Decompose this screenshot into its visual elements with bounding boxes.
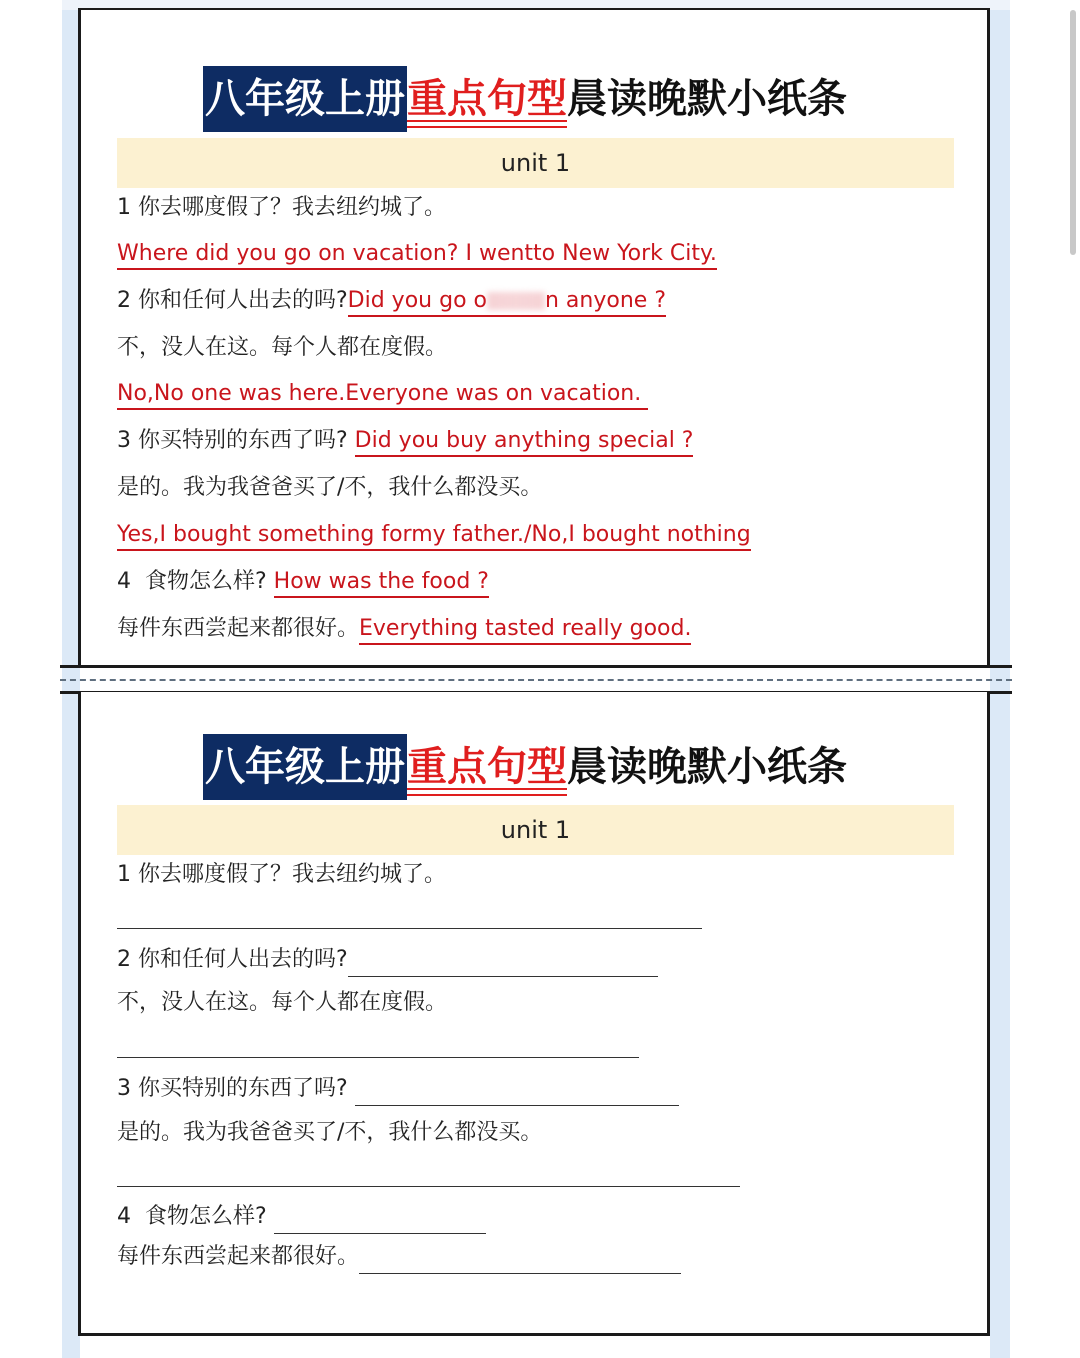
q2-english	[348, 287, 666, 317]
q1-chinese: 1 你去哪度假了？我去纽约城了。	[117, 195, 446, 220]
q3-english: Did you buy anything special ?	[355, 427, 694, 457]
q4-line	[117, 1200, 486, 1234]
scrollbar-thumb[interactable]	[1070, 10, 1076, 255]
q2-reply-answer	[117, 377, 648, 411]
practice-sheet-title	[203, 734, 847, 800]
q4-reply-chinese: 每件东西尝起来都很好。	[117, 616, 360, 641]
q4-reply-english: Everything tasted really good.	[359, 615, 691, 645]
q2-reply-chinese: 不，没人在这。每个人都在度假。	[117, 990, 448, 1015]
q3-chinese: 3 你买特别的东西了吗?	[117, 1076, 355, 1101]
answer-sheet-title	[203, 66, 847, 132]
blurred-word	[487, 292, 545, 310]
q1-chinese: 1 你去哪度假了？我去纽约城了。	[117, 862, 446, 887]
unit-header: unit 1	[117, 138, 954, 188]
q3-blank[interactable]	[355, 1079, 679, 1106]
cut-line-top	[60, 665, 1012, 668]
q3-reply-blank[interactable]	[117, 1186, 740, 1187]
q4-reply-chinese: 每件东西尝起来都很好。	[117, 1244, 360, 1269]
q2-line	[117, 943, 658, 977]
q2-chinese: 2 你和任何人出去的吗?	[117, 947, 348, 972]
q3-chinese: 3 你买特别的东西了吗?	[117, 428, 355, 453]
q3-reply-answer	[117, 518, 751, 552]
q3-line	[117, 1072, 679, 1106]
q1-blank[interactable]	[117, 928, 702, 929]
title-part-key-sentences: 重点句型	[407, 66, 567, 132]
q3-reply-chinese: 是的。我为我爸爸买了/不，我什么都没买。	[117, 1120, 543, 1145]
q4-blank[interactable]	[274, 1207, 486, 1234]
q2-english-end: n anyone ?	[545, 288, 666, 313]
q2-reply-blank[interactable]	[117, 1057, 639, 1058]
q2-line	[117, 284, 666, 318]
title-part-reading-note: 晨读晚默小纸条	[567, 744, 847, 790]
q2-english-mid: o	[473, 288, 487, 313]
q4-reply-blank[interactable]	[359, 1247, 681, 1274]
q2-reply-chinese: 不，没人在这。每个人都在度假。	[117, 335, 448, 360]
cut-dashed-line	[60, 679, 1012, 681]
q3-reply-chinese: 是的。我为我爸爸买了/不，我什么都没买。	[117, 475, 543, 500]
q4-chinese: 4 食物怎么样?	[117, 1204, 274, 1229]
q1-english: Where did you go on vacation? I wentto New York City.	[117, 240, 717, 270]
q2-blank[interactable]	[348, 950, 658, 977]
right-margin-band	[990, 10, 1010, 1358]
q2-english-start: Did you go	[347, 288, 474, 313]
q1-answer	[117, 237, 717, 271]
title-part-grade: 八年级上册	[203, 734, 407, 800]
q4-line	[117, 565, 489, 599]
q4-chinese: 4 食物怎么样?	[117, 569, 274, 594]
q4-reply-line	[117, 1240, 681, 1274]
title-part-reading-note: 晨读晚默小纸条	[567, 76, 847, 122]
title-part-key-sentences: 重点句型	[407, 734, 567, 800]
q3-reply-english: Yes,I bought something formy father./No,I bought nothing	[117, 521, 751, 551]
q2-chinese: 2 你和任何人出去的吗?	[117, 288, 348, 313]
title-part-grade: 八年级上册	[203, 66, 407, 132]
q3-line	[117, 424, 693, 458]
q2-reply-english: No,No one was here.Everyone was on vacation.	[117, 380, 648, 410]
q4-english: How was the food ?	[274, 568, 489, 598]
q4-reply-line	[117, 612, 691, 646]
unit-header: unit 1	[117, 805, 954, 855]
